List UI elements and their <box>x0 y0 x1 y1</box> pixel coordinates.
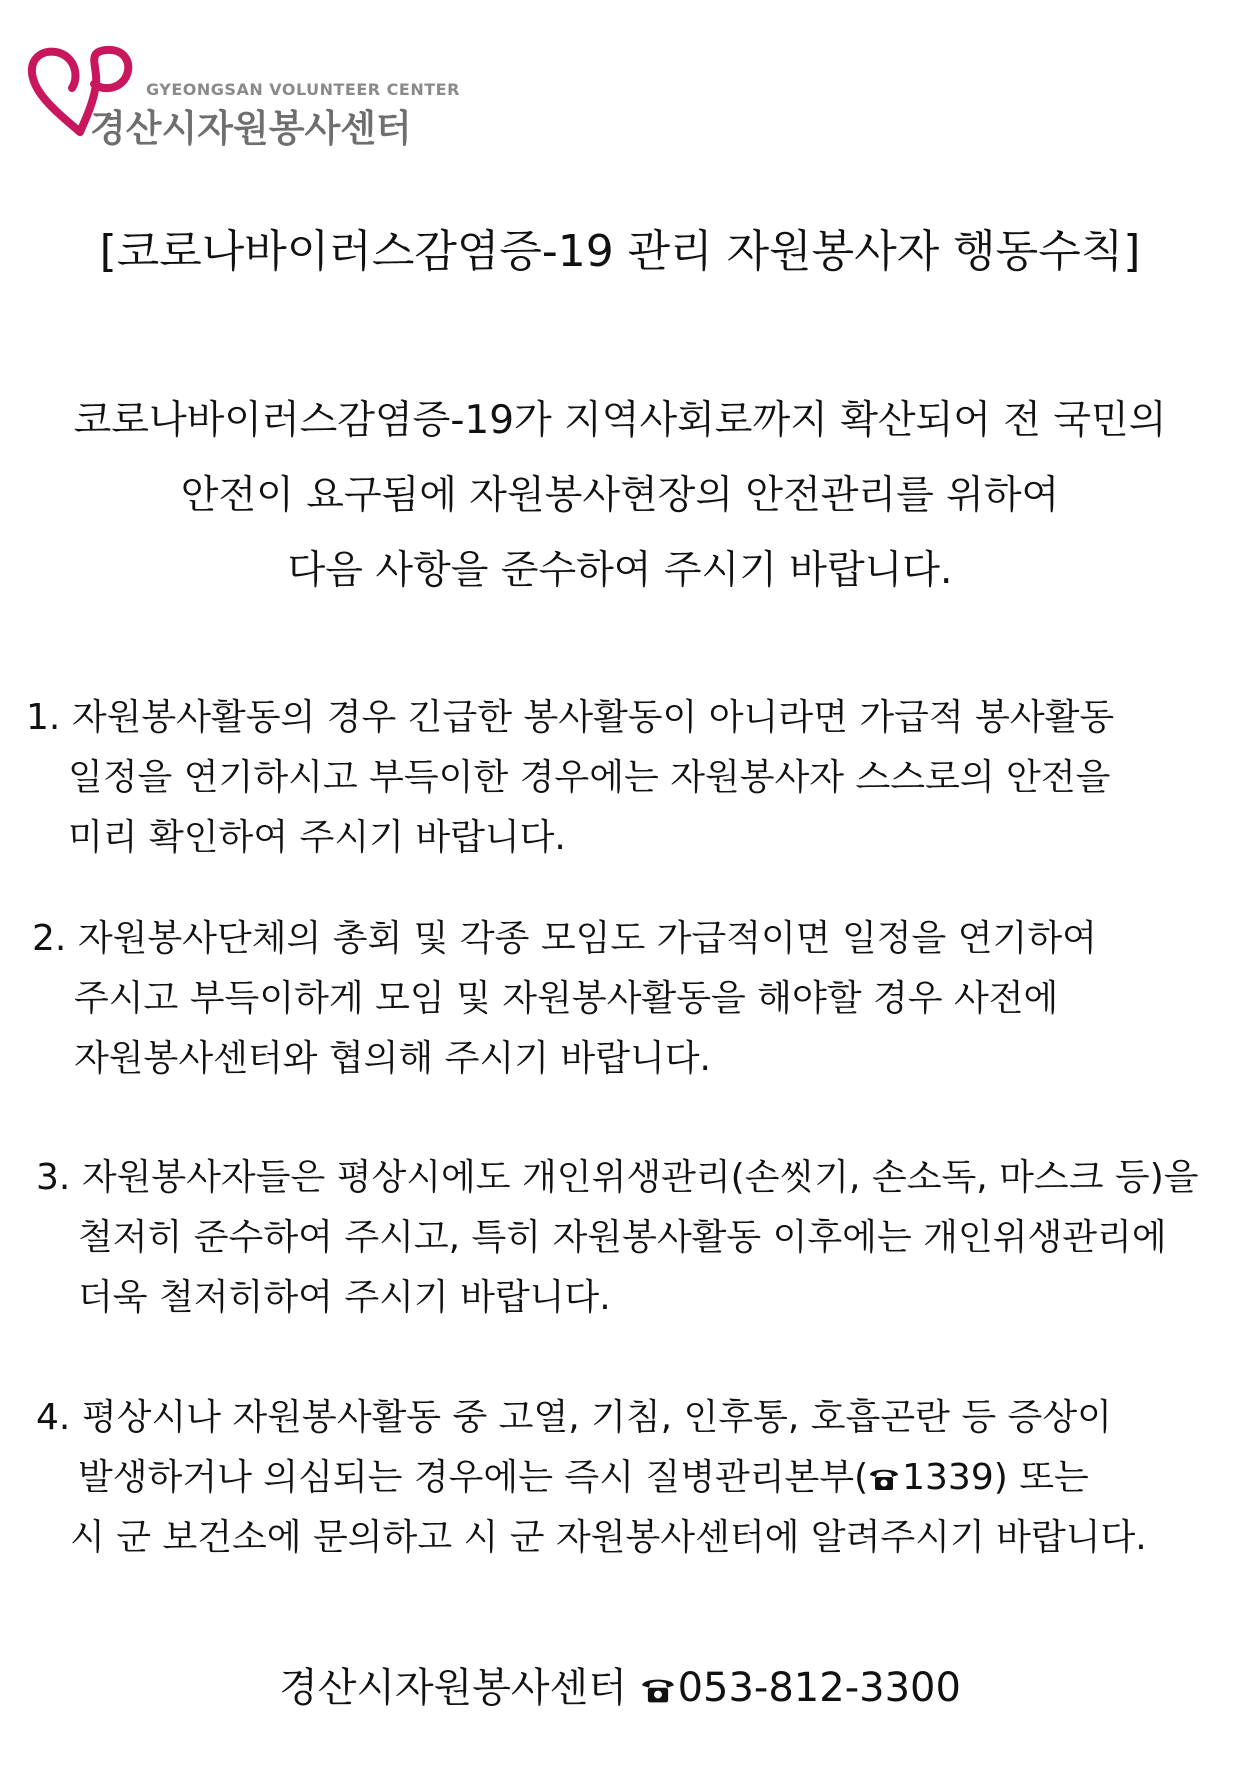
item-line: 더욱 철저히하여 주시기 바랍니다. <box>78 1277 611 1318</box>
guideline-item-4 <box>36 1388 1147 1568</box>
item-line: 시 군 보건소에 문의하고 시 군 자원봉사센터에 알려주시기 바랍니다. <box>70 1517 1147 1558</box>
item-line: 자원봉사단체의 총회 및 각종 모임도 가급적이면 일정을 연기하여 <box>77 918 1097 959</box>
item-line: 평상시나 자원봉사활동 중 고열, 기침, 인후통, 호흡곤란 등 증상이 <box>81 1397 1112 1438</box>
item-line: 미리 확인하여 주시기 바랍니다. <box>68 817 566 858</box>
intro-line: 안전이 요구됨에 자원봉사현장의 안전관리를 위하여 <box>180 473 1060 518</box>
item-number: 3. <box>36 1157 71 1198</box>
footer-contact <box>0 1658 1240 1718</box>
footer-org: 경산시자원봉사센터 <box>279 1665 627 1711</box>
item-line: ) 또는 <box>993 1457 1089 1498</box>
intro-paragraph <box>0 383 1240 608</box>
footer-phone: 053-812-3300 <box>677 1665 961 1711</box>
item-line: 자원봉사센터와 협의해 주시기 바랍니다. <box>74 1038 711 1079</box>
item-line: 자원봉사활동의 경우 긴급한 봉사활동이 아니라면 가급적 봉사활동 <box>71 697 1115 738</box>
intro-line: 다음 사항을 준수하여 주시기 바랍니다. <box>287 548 953 593</box>
telephone-icon <box>868 1466 900 1492</box>
item-number: 4. <box>36 1397 71 1438</box>
brand-name-ko: 경산시자원봉사센터 <box>90 107 412 150</box>
item-line: 일정을 연기하시고 부득이한 경우에는 자원봉사자 스스로의 안전을 <box>68 757 1111 798</box>
telephone-icon <box>640 1675 676 1705</box>
brand-name-en: GYEONGSAN VOLUNTEER CENTER <box>146 80 460 99</box>
item-line: 철저히 준수하여 주시고, 특히 자원봉사활동 이후에는 개인위생관리에 <box>78 1217 1167 1258</box>
phone-number: 1339 <box>902 1457 994 1498</box>
item-line: 발생하거나 의심되는 경우에는 즉시 질병관리본부( <box>78 1457 869 1498</box>
guideline-item-3 <box>36 1148 1199 1328</box>
item-line: 주시고 부득이하게 모임 및 자원봉사활동을 해야할 경우 사전에 <box>74 978 1059 1019</box>
logo <box>24 44 460 154</box>
item-line: 자원봉사자들은 평상시에도 개인위생관리(손씻기, 손소독, 마스크 등)을 <box>81 1157 1199 1198</box>
item-number: 1. <box>26 697 61 738</box>
guideline-item-1 <box>26 688 1114 868</box>
guideline-item-2 <box>32 909 1097 1089</box>
page-title: [코로나바이러스감염증-19 관리 자원봉사자 행동수칙] <box>99 226 1141 277</box>
item-number: 2. <box>32 918 67 959</box>
intro-line: 코로나바이러스감염증-19가 지역사회로까지 확산되어 전 국민의 <box>73 398 1167 443</box>
